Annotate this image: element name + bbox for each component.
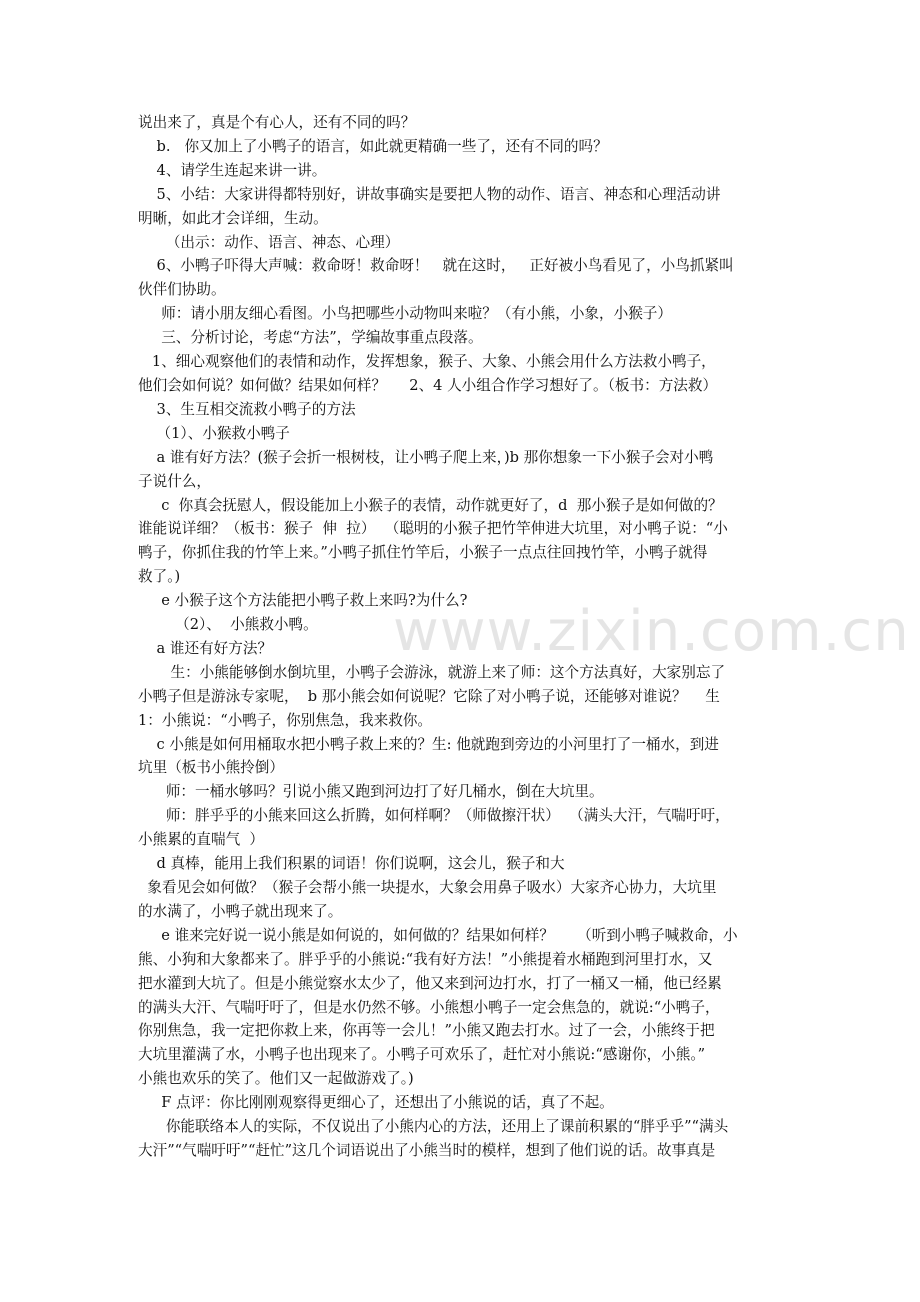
text-line: 6、小鸭子吓得大声喊：救命呀！救命呀！ 就在这时， 正好被小鸟看见了，小鸟抓紧叫 — [138, 257, 734, 275]
text-line: 明晰，如此才会详细，生动。 — [138, 209, 328, 227]
text-line: 师：请小朋友细心看图。小鸟把哪些小动物叫来啦？（有小熊，小象，小猴子） — [138, 305, 672, 323]
text-line: 师：胖乎乎的小熊来回这么折腾，如何样啊？（师做擦汗状） （满头大汗，气喘吁吁， — [138, 807, 730, 825]
text-line: 师：一桶水够吗？引说小熊又跑到河边打了好几桶水，倒在大坑里。 — [138, 783, 604, 801]
text-line: （1）、小猴救小鸭子 — [138, 424, 290, 442]
text-line: e 谁来完好说一说小熊是如何说的，如何做的？结果如何样？ （听到小鸭子喊救命，小 — [138, 926, 738, 944]
text-line: 象看见会如何做？（猴子会帮小熊一块提水，大象会用鼻子吸水）大家齐心协力，大坑里 — [138, 879, 717, 896]
text-line: 你能联络本人的实际，不仅说出了小熊内心的方法，还用上了课前积累的“胖乎乎”“满头 — [138, 1118, 729, 1136]
text-line: F 点评：你比刚刚观察得更细心了，还想出了小熊说的话，真了不起。 — [138, 1094, 614, 1112]
text-line: d 真棒，能用上我们积累的词语！你们说啊，这会儿，猴子和大 — [138, 855, 565, 873]
text-line: 伙伴们协助。 — [138, 281, 226, 299]
text-line: e 小猴子这个方法能把小鸭子救上来吗?为什么? — [138, 592, 468, 610]
text-line: （出示：动作、语言、神态、心理） — [138, 233, 400, 251]
text-line: c 小熊是如何用桶取水把小鸭子救上来的？生: 他就跑到旁边的小河里打了一桶水，到进 — [138, 735, 719, 753]
text-line: 3、生互相交流救小鸭子的方法 — [138, 400, 356, 418]
text-line: 把水灌到大坑了。但是小熊觉察水太少了，他又来到河边打水，打了一桶又一桶，他已经累 — [138, 974, 722, 992]
text-line: 1：小熊说：“小鸭子，你别焦急，我来救你。 — [138, 711, 433, 729]
document-body — [138, 111, 788, 1163]
text-line: 鸭子，你抓住我的竹竿上来。”小鸭子抓住竹竿后，小猴子一点点往回拽竹竿，小鸭子就得 — [138, 544, 708, 562]
text-line: 说出来了，真是个有心人，还有不同的吗？ — [138, 114, 416, 131]
text-line: 的满头大汗、气喘吁吁了，但是水仍然不够。小熊想小鸭子一定会焦急的，就说:“小鸭子， — [138, 998, 720, 1016]
text-line: 他们会如何说？如何做？结果如何样？ 2、4 人小组合作学习想好了。（板书：方法救） — [138, 376, 718, 394]
text-line: b. 你又加上了小鸭子的语言，如此就更精确一些了，还有不同的吗？ — [138, 137, 608, 155]
text-line: 大坑里灌满了水，小鸭子也出现来了。小鸭子可欢乐了，赶忙对小熊说:“感谢你，小熊。” — [138, 1046, 706, 1064]
text-line: （2）、 小熊救小鸭。 — [138, 616, 318, 634]
text-line: 4、请学生连起来讲一讲。 — [138, 161, 327, 179]
text-line: 小熊累的直喘气 ） — [138, 831, 265, 849]
text-line: 救了。) — [138, 568, 181, 586]
text-line: 你别焦急，我一定把你救上来，你再等一会儿！”小熊又跑去打水。过了一会，小熊终于把 — [138, 1022, 715, 1040]
text-line: a 谁有好方法？(猴子会折一根树枝，让小鸭子爬上来，)b 那你想象一下小猴子会对小鸭 — [138, 448, 714, 466]
text-line: 熊、小狗和大象都来了。胖乎乎的小熊说:“我有好方法！”小熊提着水桶跑到河里打水，又 — [138, 950, 713, 968]
text-line: 坑里（板书小熊拎倒） — [138, 759, 284, 777]
text-line: 谁能说详细？（板书：猴子 伸 拉） （聪明的小猴子把竹竿伸进大坑里，对小鸭子说：“小 — [138, 520, 728, 538]
text-line: 5、小结：大家讲得都特别好，讲故事确实是要把人物的动作、语言、神态和心理活动讲 — [138, 185, 721, 203]
text-line: 三、分析讨论，考虑“方法”，学编故事重点段落。 — [138, 329, 483, 347]
text-line: 小鸭子但是游泳专家呢， b 那小熊会如何说呢？它除了对小鸭子说，还能够对谁说？ 生 — [138, 687, 720, 705]
watermark: www.zixin.com.cn — [393, 599, 910, 664]
text-line: 生：小熊能够倒水倒坑里，小鸭子会游泳，就游上来了师：这个方法真好，大家别忘了 — [138, 663, 726, 681]
text-line: 的水满了，小鸭子就出现来了。 — [138, 902, 343, 920]
text-line: 小熊也欢乐的笑了。他们又一起做游戏了。) — [138, 1070, 414, 1088]
text-line: a 谁还有好方法？ — [138, 639, 273, 657]
text-line: 大汗”“气喘吁吁”“赶忙”这几个词语说出了小熊当时的模样，想到了他们说的话。故事真是 — [138, 1141, 716, 1159]
text-line: 1、细心观察他们的表情和动作，发挥想象，猴子、大象、小熊会用什么方法救小鸭子， — [138, 353, 716, 371]
text-line: c 你真会抚慰人，假设能加上小猴子的表情，动作就更好了，d 那小猴子是如何做的？ — [138, 496, 723, 514]
text-line: 子说什么， — [138, 472, 211, 490]
